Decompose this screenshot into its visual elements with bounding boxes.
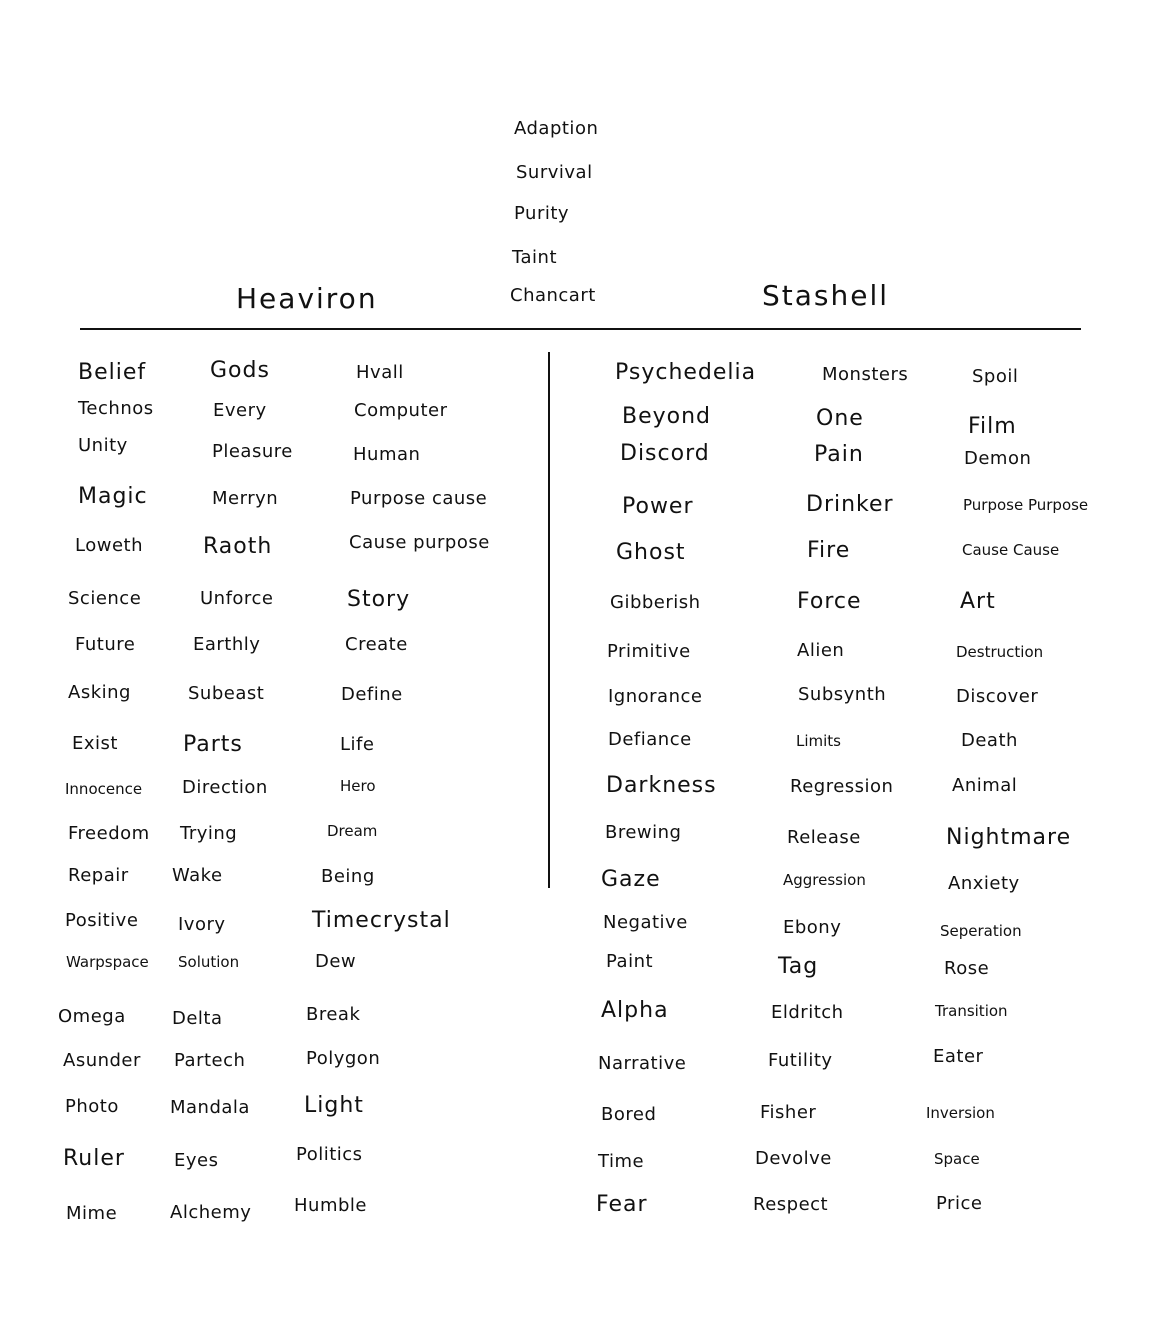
word: Unity xyxy=(78,435,128,456)
word: Wake xyxy=(172,865,223,886)
word: Science xyxy=(68,588,142,609)
word: Pain xyxy=(814,442,864,467)
word: Eater xyxy=(933,1046,984,1067)
word: Negative xyxy=(603,912,688,933)
word: Raoth xyxy=(203,534,273,559)
word: Hero xyxy=(340,777,376,795)
word: Delta xyxy=(172,1008,223,1029)
word: Merryn xyxy=(212,488,279,509)
word: Primitive xyxy=(607,641,691,662)
word: Ivory xyxy=(178,914,226,935)
word: Earthly xyxy=(193,634,261,655)
word: Psychedelia xyxy=(615,360,757,385)
word: Demon xyxy=(964,448,1032,469)
word: Force xyxy=(797,589,862,614)
word: Innocence xyxy=(65,780,143,798)
word: Tag xyxy=(778,954,819,979)
word: Brewing xyxy=(605,822,682,843)
word: Politics xyxy=(296,1144,363,1165)
word: Death xyxy=(961,730,1018,751)
word: Timecrystal xyxy=(312,908,451,933)
word: Fire xyxy=(807,538,851,563)
word: Inversion xyxy=(926,1104,995,1122)
word: Eldritch xyxy=(771,1002,844,1023)
word: Direction xyxy=(182,777,268,798)
word: Time xyxy=(598,1151,645,1172)
word: Alchemy xyxy=(170,1202,252,1223)
word: Create xyxy=(345,634,408,655)
word: Bored xyxy=(601,1104,657,1125)
word: Belief xyxy=(78,360,147,385)
right-heading: Stashell xyxy=(762,279,890,312)
word: Gaze xyxy=(601,867,661,892)
word: Gibberish xyxy=(610,592,701,613)
word: Rose xyxy=(944,958,990,979)
word: Cause purpose xyxy=(349,532,490,553)
word: Defiance xyxy=(608,729,692,750)
center-word: Taint xyxy=(512,247,558,268)
word: Aggression xyxy=(783,871,866,889)
word: Humble xyxy=(294,1195,367,1216)
center-word: Survival xyxy=(516,162,593,183)
horizontal-divider xyxy=(80,328,1081,330)
left-heading: Heaviron xyxy=(236,282,378,315)
word: Alpha xyxy=(601,998,669,1023)
word: Mandala xyxy=(170,1097,250,1118)
word: Art xyxy=(960,589,996,614)
word: Photo xyxy=(65,1096,119,1117)
word: Respect xyxy=(753,1194,829,1215)
word: Price xyxy=(936,1193,983,1214)
word: Freedom xyxy=(68,823,150,844)
word: Futility xyxy=(768,1050,833,1071)
word: Future xyxy=(75,634,136,655)
word: Computer xyxy=(354,400,448,421)
word: Dream xyxy=(327,822,378,840)
word: Positive xyxy=(65,910,139,931)
word: Parts xyxy=(183,732,243,757)
word: Mime xyxy=(66,1203,118,1224)
word: Being xyxy=(321,866,375,887)
center-word: Chancart xyxy=(510,285,596,306)
word: Break xyxy=(306,1004,361,1025)
word: Darkness xyxy=(606,773,717,798)
word: Drinker xyxy=(806,492,894,517)
word: Transition xyxy=(935,1002,1008,1020)
word: Technos xyxy=(78,398,154,419)
word: Seperation xyxy=(940,922,1022,940)
word: Every xyxy=(213,400,267,421)
word: Animal xyxy=(952,775,1018,796)
word: Ghost xyxy=(616,540,686,565)
word: Eyes xyxy=(174,1150,219,1171)
center-word: Purity xyxy=(514,203,570,224)
word: Pleasure xyxy=(212,441,293,462)
word: Story xyxy=(347,587,411,612)
word: Narrative xyxy=(598,1053,687,1074)
word: Hvall xyxy=(356,362,404,383)
word: Spoil xyxy=(972,366,1019,387)
word: Fisher xyxy=(760,1102,817,1123)
word: Asunder xyxy=(63,1050,141,1071)
word: Subsynth xyxy=(798,684,887,705)
word: Space xyxy=(934,1150,980,1168)
word: Dew xyxy=(315,951,357,972)
word: Beyond xyxy=(622,404,712,429)
word: Repair xyxy=(68,865,129,886)
word: Warpspace xyxy=(66,953,149,971)
word: Asking xyxy=(68,682,131,703)
word: Gods xyxy=(210,358,270,383)
word: Polygon xyxy=(306,1048,381,1069)
word: Define xyxy=(341,684,403,705)
word: Fear xyxy=(596,1192,648,1217)
word: Film xyxy=(968,414,1017,439)
word: Alien xyxy=(797,640,845,661)
word: Power xyxy=(622,494,694,519)
word: Purpose cause xyxy=(350,488,488,509)
word: One xyxy=(816,406,864,431)
word: Discover xyxy=(956,686,1039,707)
word: Trying xyxy=(180,823,238,844)
word: Light xyxy=(304,1093,364,1118)
word: Regression xyxy=(790,776,894,797)
word: Unforce xyxy=(200,588,274,609)
word: Subeast xyxy=(188,683,265,704)
word: Purpose Purpose xyxy=(963,496,1089,514)
word: Discord xyxy=(620,441,710,466)
word: Destruction xyxy=(956,643,1044,661)
word: Release xyxy=(787,827,861,848)
word: Monsters xyxy=(822,364,909,385)
word: Ebony xyxy=(783,917,842,938)
word: Ignorance xyxy=(608,686,703,707)
word: Devolve xyxy=(755,1148,832,1169)
word: Omega xyxy=(58,1006,126,1027)
word: Limits xyxy=(796,732,841,750)
word: Exist xyxy=(72,733,118,754)
word: Loweth xyxy=(75,535,143,556)
word: Partech xyxy=(174,1050,246,1071)
word: Life xyxy=(340,734,375,755)
word: Solution xyxy=(178,953,240,971)
word: Paint xyxy=(606,951,654,972)
word: Ruler xyxy=(63,1146,125,1171)
vertical-divider xyxy=(548,352,550,888)
word: Cause Cause xyxy=(962,541,1060,559)
center-word: Adaption xyxy=(514,118,599,139)
word: Magic xyxy=(78,484,148,509)
word: Human xyxy=(353,444,421,465)
word: Nightmare xyxy=(946,825,1072,850)
word: Anxiety xyxy=(948,873,1020,894)
